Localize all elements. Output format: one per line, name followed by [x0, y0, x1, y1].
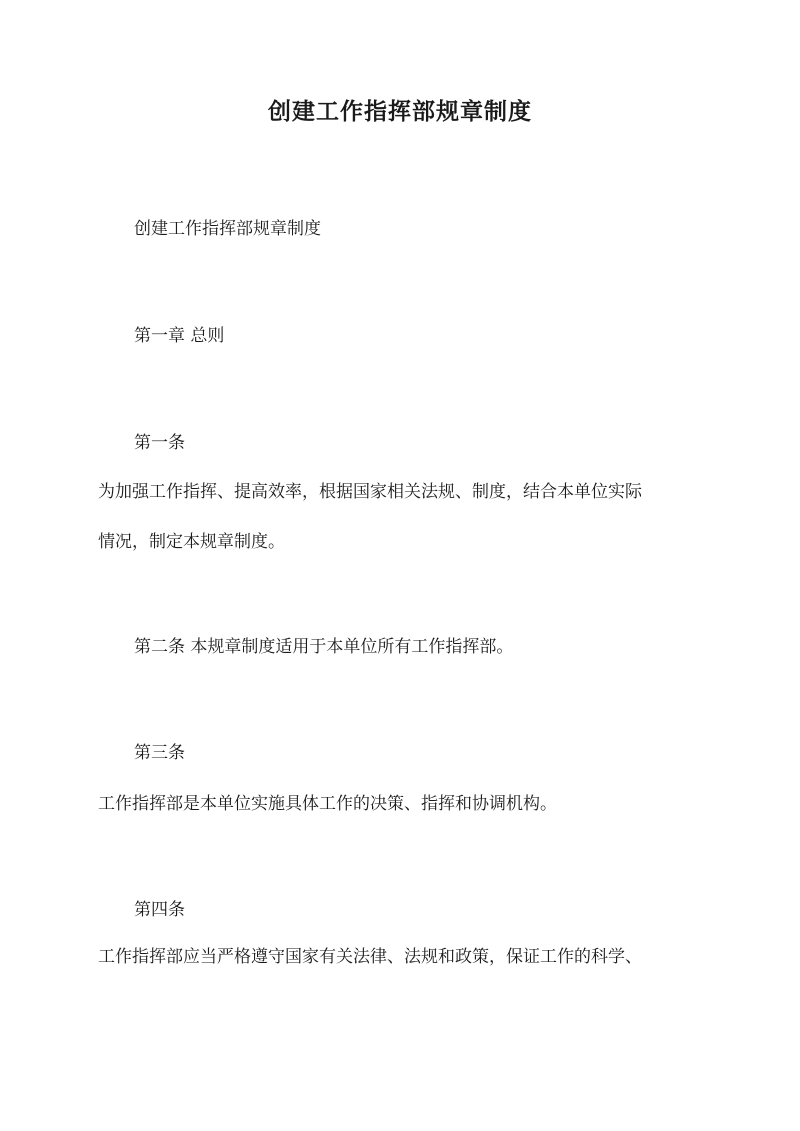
article-4-text-line-1: 工作指挥部应当严格遵守国家有关法律、法规和政策，保证工作的科学、 — [98, 947, 642, 967]
chapter-heading: 第一章 总则 — [134, 326, 225, 346]
article-1-text-line-2: 情况，制定本规章制度。 — [98, 532, 285, 552]
article-3-heading: 第三条 — [134, 743, 185, 763]
document-title: 创建工作指挥部规章制度 — [268, 98, 532, 125]
article-1-heading: 第一条 — [134, 433, 185, 453]
article-4-heading: 第四条 — [134, 900, 185, 920]
article-2-text: 第二条 本规章制度适用于本单位所有工作指挥部。 — [134, 637, 514, 657]
article-1-text-line-1: 为加强工作指挥、提高效率，根据国家相关法规、制度，结合本单位实际 — [98, 482, 642, 502]
article-3-text-line-1: 工作指挥部是本单位实施具体工作的决策、指挥和协调机构。 — [98, 794, 557, 814]
document-subtitle: 创建工作指挥部规章制度 — [134, 219, 321, 239]
